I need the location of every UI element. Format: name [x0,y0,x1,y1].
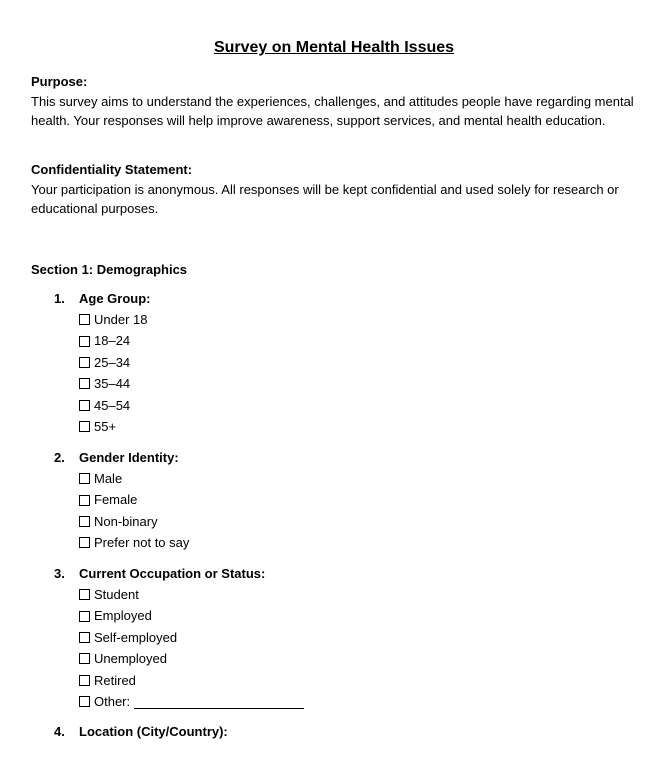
confidentiality-text: Your participation is anonymous. All responses will be kept confidential and used solely for research or educational purposes. [31,181,619,216]
checkbox[interactable] [79,473,90,484]
question-number: 3. [54,566,65,581]
option-female[interactable] [79,489,614,510]
option-retired[interactable] [79,670,614,691]
option-label: Male [94,471,123,486]
checkbox[interactable] [79,495,90,506]
option-label: Student [94,587,139,602]
purpose-block [31,72,641,131]
question-gender-identity [54,447,614,554]
option-25-34[interactable] [79,352,614,373]
option-unemployed[interactable] [79,648,614,669]
option-45-54[interactable] [79,395,614,416]
option-under-18[interactable] [79,309,614,330]
checkbox[interactable] [79,516,90,527]
option-label: 25–34 [94,354,131,370]
option-label: Prefer not to say [94,535,190,551]
checkbox[interactable] [79,400,90,411]
option-list [79,584,614,712]
question-header [54,447,614,468]
confidentiality-block [31,160,641,219]
question-occupation-status [54,563,614,712]
purpose-text: This survey aims to understand the experiences, challenges, and attitudes people have regarding mental health. Your responses will help improve awareness, support services, and mental health education. [31,93,634,128]
option-35-44[interactable] [79,373,614,394]
option-list [79,468,614,554]
question-header [54,721,614,742]
option-non-binary[interactable] [79,511,614,532]
checkbox[interactable] [79,357,90,368]
option-label: Employed [94,608,152,624]
checkbox[interactable] [79,653,90,664]
checkbox[interactable] [79,589,90,600]
option-label: Non-binary [94,513,158,529]
option-male[interactable] [79,468,614,489]
option-prefer-not-to-say[interactable] [79,532,614,553]
option-label: 35–44 [94,376,131,392]
checkbox[interactable] [79,696,90,707]
question-label: Gender Identity: [79,450,179,465]
other-text-line[interactable] [134,695,304,709]
option-list [79,309,614,437]
option-label: Female [94,492,138,508]
question-label: Age Group: [79,291,151,306]
option-label: 55+ [94,418,117,434]
option-label: Unemployed [94,651,167,667]
option-employed[interactable] [79,605,614,626]
question-header [54,288,614,309]
question-number: 1. [54,291,65,306]
option-student[interactable] [79,584,614,605]
checkbox[interactable] [79,336,90,347]
option-label: Other: [94,693,131,709]
purpose-heading: Purpose: [31,74,88,89]
question-age-group [54,288,614,437]
page-title: Survey on Mental Health Issues [213,39,455,56]
option-self-employed[interactable] [79,627,614,648]
question-header [54,563,614,584]
option-55-plus[interactable] [79,416,614,437]
section-title: Section 1: Demographics [31,262,188,277]
checkbox[interactable] [79,675,90,686]
option-label: Retired [94,672,136,688]
checkbox[interactable] [79,421,90,432]
confidentiality-heading: Confidentiality Statement: [31,162,193,177]
option-label: 18–24 [94,333,131,349]
option-18-24[interactable] [79,330,614,351]
option-label: 45–54 [94,397,131,413]
option-other[interactable] [79,691,614,712]
checkbox[interactable] [79,537,90,548]
checkbox[interactable] [79,611,90,622]
option-label: Under 18 [94,312,148,327]
checkbox[interactable] [79,314,90,325]
question-location [54,721,614,742]
checkbox[interactable] [79,632,90,643]
question-label: Current Occupation or Status: [79,566,266,581]
question-number: 4. [54,724,65,739]
question-number: 2. [54,450,65,465]
checkbox[interactable] [79,378,90,389]
question-label: Location (City/Country): [79,724,228,739]
option-label: Self-employed [94,629,178,645]
